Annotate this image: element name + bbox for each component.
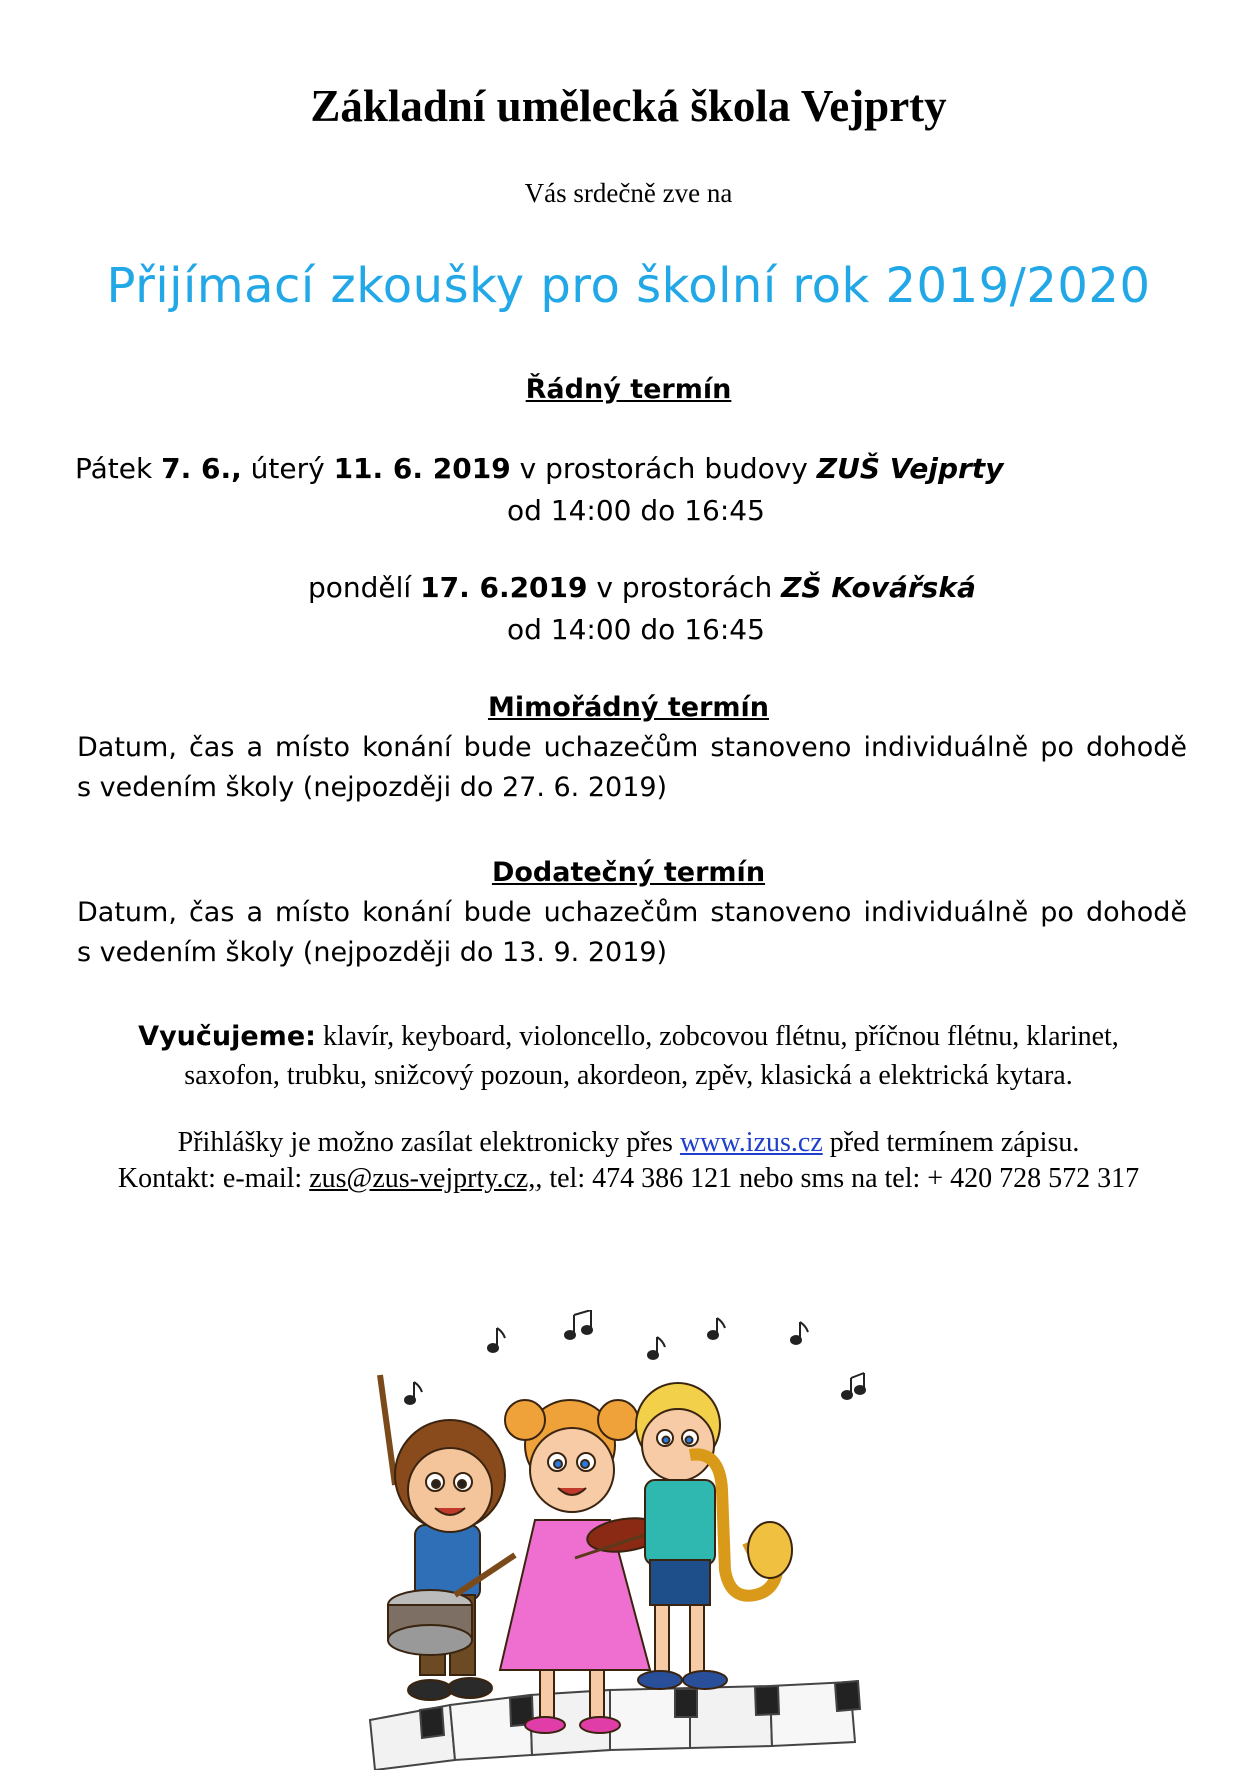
regular-term-time-2: od 14:00 do 16:45 bbox=[507, 613, 765, 646]
regular-line1-place: ZUŠ Vejprty bbox=[816, 452, 1004, 485]
teaching-label: Vyučujeme: bbox=[138, 1021, 316, 1052]
regular-term-heading: Řádný termín bbox=[525, 374, 732, 405]
regular-line1-text-b: úterý bbox=[241, 452, 334, 485]
invite-line: Vás srdečně zve na bbox=[524, 178, 733, 208]
extra-term-text-2: s vedením školy (nejpozději do 27. 6. 2019) bbox=[77, 772, 668, 803]
contact-label: Kontakt: e-mail: bbox=[117, 1163, 310, 1194]
email-link[interactable]: zus@zus-vejprty.cz, bbox=[309, 1163, 536, 1194]
regular-line2-date: 17. 6.2019 bbox=[420, 571, 588, 604]
regular-line2-text-a: pondělí bbox=[308, 571, 421, 604]
contact-line bbox=[0, 1163, 1257, 1195]
regular-line2-text-b: v prostorách bbox=[587, 571, 782, 604]
saxophonist-kid bbox=[636, 1383, 792, 1689]
contact-sep: , bbox=[535, 1163, 543, 1194]
teaching-line-2: saxofon, trubku, snižcový pozoun, akordeon, zpěv, klasická a elektrická kytara. bbox=[184, 1060, 1073, 1091]
extra-term-heading: Mimořádný termín bbox=[487, 692, 770, 723]
additional-term-heading: Dodatečný termín bbox=[491, 857, 766, 888]
kids-music-illustration bbox=[360, 1310, 920, 1770]
regular-term-line-2 bbox=[308, 571, 976, 604]
additional-term-text-2: s vedením školy (nejpozději do 13. 9. 2019) bbox=[77, 937, 668, 968]
regular-line1-date-a: 7. 6., bbox=[161, 452, 242, 485]
music-note-icon bbox=[405, 1310, 865, 1404]
izus-link[interactable]: www.izus.cz bbox=[679, 1127, 823, 1158]
school-title: Základní umělecká škola Vejprty bbox=[310, 81, 947, 131]
regular-term-time-1: od 14:00 do 16:45 bbox=[507, 494, 765, 527]
regular-term-line-1 bbox=[75, 452, 1003, 485]
drummer-kid bbox=[380, 1375, 515, 1700]
regular-line1-text-a: Pátek bbox=[75, 452, 162, 485]
extra-term-text-1: Datum, čas a místo konání bude uchazečům stanoveno individuálně po dohodě bbox=[77, 732, 1187, 763]
teaching-instruments-1: klavír, keyboard, violoncello, zobcovou flétnu, příčnou flétnu, klarinet, bbox=[315, 1021, 1119, 1052]
teaching-line-1 bbox=[0, 1021, 1257, 1053]
event-subtitle: Přijímací zkoušky pro školní rok 2019/2020 bbox=[106, 258, 1151, 314]
application-line bbox=[0, 1127, 1257, 1159]
application-text-b: před termínem zápisu. bbox=[822, 1127, 1080, 1158]
additional-term-text-1: Datum, čas a místo konání bude uchazečům stanoveno individuálně po dohodě bbox=[77, 897, 1187, 928]
application-text-a: Přihlášky je možno zasílat elektronicky přes bbox=[177, 1127, 680, 1158]
regular-line2-place: ZŠ Kovářská bbox=[781, 571, 976, 604]
regular-line1-text-c: v prostorách budovy bbox=[510, 452, 817, 485]
regular-line1-date-b: 11. 6. 2019 bbox=[333, 452, 511, 485]
contact-phone: tel: 474 386 121 nebo sms na tel: + 420 728 572 317 bbox=[542, 1163, 1140, 1194]
